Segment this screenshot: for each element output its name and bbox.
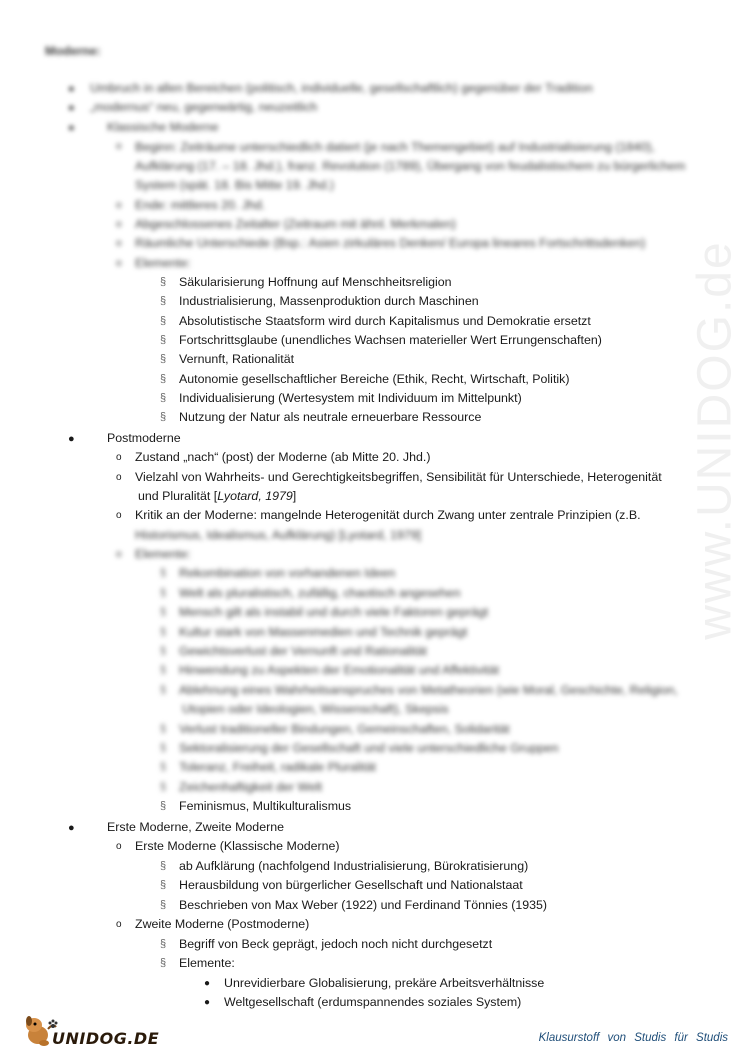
bullet: ●: [68, 102, 75, 114]
beginn-text: Beginn: Zeiträume unterschiedlich datiert (je nach Themengebiet) auf Industrialisierung (1840), Aufklärung (17. – 18. Jhd.), franz. Revolution (1789), Übergang von feudalistischem zu bürgerlichem System (spät. 18. Bis Mitte 19. Jhd.): [135, 140, 686, 192]
postmoderne-element-last: Feminismus, Multikulturalismus: [179, 799, 352, 813]
postmoderne-element: Verlust traditioneller Bindungen, Gemeinschaften, Solidarität: [179, 722, 510, 736]
vielzahl-end: ]: [292, 489, 297, 503]
zweite-item: Elemente:: [179, 956, 235, 970]
klassisch-point: Ende: mittleres 20. Jhd.: [135, 198, 266, 212]
circle-bullet: o: [116, 452, 122, 463]
section-sign-bullet: §: [160, 626, 167, 638]
klassisch-element: Autonomie gesellschaftlicher Bereiche (Ethik, Recht, Wirtschaft, Politik): [179, 372, 570, 386]
circle-bullet: o: [116, 141, 122, 152]
postmoderne-heading: Postmoderne: [107, 431, 181, 445]
postmoderne-element: Welt als pluralistisch, zufällig, chaotisch angesehen: [179, 586, 461, 600]
section-sign-bullet: §: [160, 938, 167, 950]
postmoderne-element: Ablehnung eines Wahrheitsanspruches von Metatheorien (wie Moral, Geschichte, Religion,: [179, 683, 678, 697]
section-sign-bullet: §: [160, 664, 167, 676]
circle-bullet: o: [116, 549, 122, 560]
zweite-sub-item: Weltgesellschaft (erdumspannendes soziales System): [224, 995, 522, 1009]
circle-bullet: o: [116, 919, 122, 930]
section-sign-bullet: §: [160, 899, 167, 911]
zweite-moderne: Zweite Moderne (Postmoderne): [135, 917, 310, 931]
circle-bullet: o: [116, 510, 122, 521]
postmoderne-element: Zeichenhaftigkeit der Welt: [179, 780, 323, 794]
klassisch-element: Säkularisierung Hoffnung auf Menschheitsreligion: [179, 275, 452, 289]
postmoderne-elemente-label: Elemente:: [135, 547, 191, 561]
section-sign-bullet: §: [160, 276, 167, 288]
section-sign-bullet: §: [160, 879, 167, 891]
section-sign-bullet: §: [160, 606, 167, 618]
section-sign-bullet: §: [160, 957, 167, 969]
erste-item: ab Aufklärung (nachfolgend Industrialisierung, Bürokratisierung): [179, 859, 529, 873]
section-sign-bullet: §: [160, 645, 167, 657]
postmoderne-element: Kultur stark von Massenmedien und Technik geprägt: [179, 625, 468, 639]
vielzahl-text: und Pluralität [: [138, 489, 218, 503]
footer-tagline: Klausurstoff von Studis für Studis: [538, 1032, 728, 1044]
section-sign-bullet: §: [160, 860, 167, 872]
citation: Lyotard, 1979: [217, 489, 293, 503]
postmoderne-vielzahl: Vielzahl von Wahrheits- und Gerechtigkeitsbegriffen, Sensibilität für Unterschiede, Heterogenität: [135, 470, 662, 484]
postmoderne-element: Sektoralisierung der Gesellschaft und viele unterschiedliche Gruppen: [179, 741, 559, 755]
zweite-sub-item: Unrevidierbare Globalisierung, prekäre Arbeitsverhältnisse: [224, 976, 545, 990]
bullet: ●: [68, 433, 75, 445]
logo-text: UNIDOG.DE: [52, 1029, 160, 1048]
circle-bullet: o: [116, 841, 122, 852]
erste-item: Beschrieben von Max Weber (1922) und Ferdinand Tönnies (1935): [179, 898, 548, 912]
section-sign-bullet: §: [160, 392, 167, 404]
circle-bullet: o: [116, 219, 122, 230]
bullet: ●: [68, 122, 75, 134]
klassisch-element: Individualisierung (Wertesystem mit Individuum im Mittelpunkt): [179, 391, 522, 405]
erste-item: Herausbildung von bürgerlicher Gesellschaft und Nationalstaat: [179, 878, 523, 892]
section-sign-bullet: §: [160, 334, 167, 346]
circle-bullet: o: [116, 472, 122, 483]
circle-bullet: o: [116, 200, 122, 211]
section-sign-bullet: §: [160, 723, 167, 735]
bullet: ●: [68, 83, 75, 95]
section-sign-bullet: §: [160, 567, 167, 579]
postmoderne-kritik: Kritik an der Moderne: mangelnde Heterogenität durch Zwang unter zentrale Prinzipien (z.B.: [135, 508, 641, 522]
postmoderne-vielzahl-cont: [138, 488, 296, 504]
section-sign-bullet: §: [160, 353, 167, 365]
section-sign-bullet: §: [160, 800, 167, 812]
intro-item: Umbruch in allen Bereichen (politisch, individuelle, gesellschaftlich) gegenüber der Tradition: [90, 81, 593, 95]
erste-moderne: Erste Moderne (Klassische Moderne): [135, 839, 340, 853]
postmoderne-element: Gewichtsverlust der Vernunft und Rationalität: [179, 644, 427, 658]
erste-zweite-heading: Erste Moderne, Zweite Moderne: [107, 820, 284, 834]
klassisch-element: Absolutistische Staatsform wird durch Kapitalismus und Demokratie ersetzt: [179, 314, 591, 328]
klassisch-element: Industrialisierung, Massenproduktion durch Maschinen: [179, 294, 479, 308]
bullet: ●: [204, 978, 211, 989]
postmoderne-kritik-cont: Historismus, Idealismus, Aufklärung) [Lyotard, 1979]: [135, 528, 422, 542]
postmoderne-element: Mensch gilt als instabil und durch viele Faktoren geprägt: [179, 605, 489, 619]
section-sign-bullet: §: [160, 315, 167, 327]
section-sign-bullet: §: [160, 373, 167, 385]
section-sign-bullet: §: [160, 295, 167, 307]
klassisch-element: Fortschrittsglaube (unendliches Wachsen materieller Wert Errungenschaften): [179, 333, 602, 347]
klassisch-point: Abgeschlossenes Zeitalter (Zeitraum mit ähnl. Merkmalen): [135, 217, 456, 231]
circle-bullet: o: [116, 258, 122, 269]
klassisch-element: Nutzung der Natur als neutrale erneuerbare Ressource: [179, 410, 482, 424]
bullet: ●: [204, 997, 211, 1008]
zweite-item: Begriff von Beck geprägt, jedoch noch nicht durchgesetzt: [179, 937, 493, 951]
bullet: ●: [68, 822, 75, 834]
section-sign-bullet: §: [160, 761, 167, 773]
page-title: Moderne:: [45, 44, 101, 58]
klassisch-point: Räumliche Unterschiede (Bsp.: Asien zirkuläres Denken/ Europa lineares Fortschrittsdenken): [135, 236, 646, 250]
section-sign-bullet: §: [160, 742, 167, 754]
postmoderne-element-cont: Utopien oder Ideologien, Wissenschaft), Skepsis: [182, 702, 449, 716]
watermark: www.UNIDOG.de: [688, 240, 742, 640]
postmoderne-element: Rekombination von vorhandenen Ideen: [179, 566, 396, 580]
klassisch-point: Elemente:: [135, 256, 191, 270]
section-sign-bullet: §: [160, 411, 167, 423]
intro-item: Klassische Moderne: [107, 120, 219, 134]
klassisch-element: Vernunft, Rationalität: [179, 352, 295, 366]
postmoderne-element: Hinwendung zu Aspekten der Emotionalität und Affektivität: [179, 663, 500, 677]
postmoderne-element: Toleranz, Freiheit, radikale Pluralität: [179, 760, 376, 774]
section-sign-bullet: §: [160, 781, 167, 793]
postmoderne-zustand: Zustand „nach“ (post) der Moderne (ab Mitte 20. Jhd.): [135, 450, 431, 464]
section-sign-bullet: §: [160, 684, 167, 696]
circle-bullet: o: [116, 238, 122, 249]
section-sign-bullet: §: [160, 587, 167, 599]
intro-item: „modernus“ neu, gegenwärtig, neuzeitlich: [90, 100, 318, 114]
